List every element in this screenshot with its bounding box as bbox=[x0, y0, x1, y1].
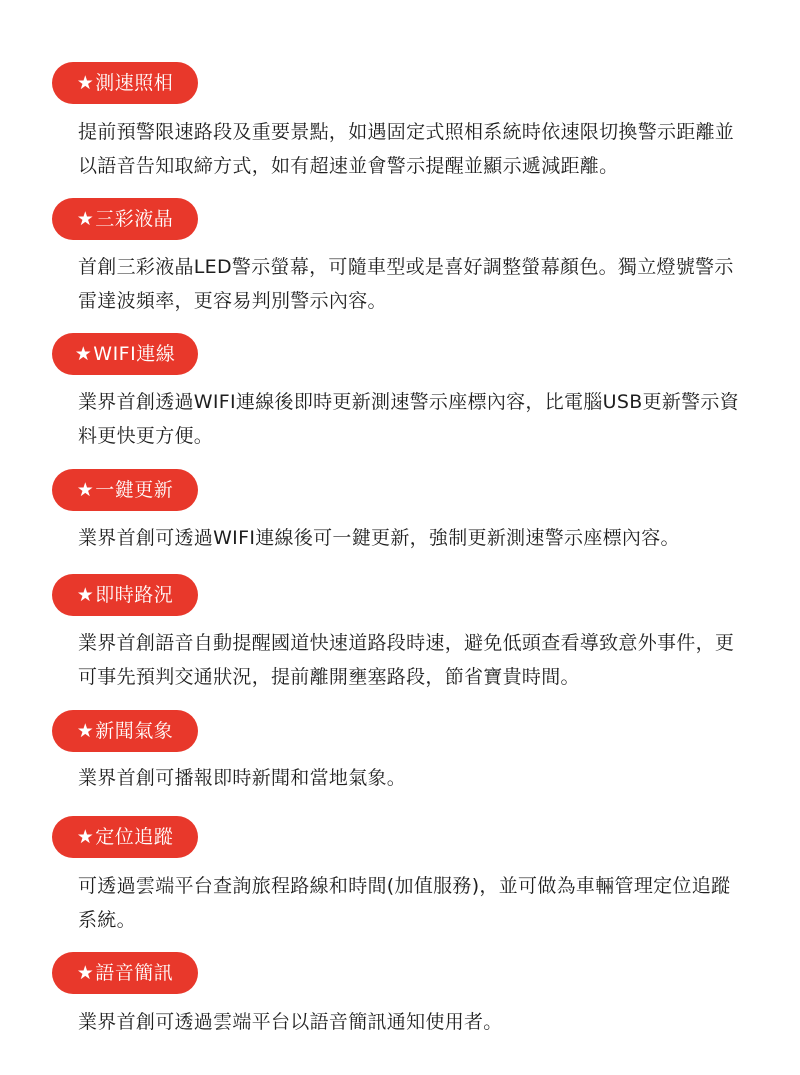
feature-badge bbox=[52, 710, 198, 752]
feature-title: 定位追蹤 bbox=[95, 826, 174, 848]
feature-title: 三彩液晶 bbox=[95, 208, 174, 230]
feature-title: 新聞氣象 bbox=[95, 720, 174, 742]
feature-title: 一鍵更新 bbox=[95, 479, 174, 501]
star-icon: ★ bbox=[76, 479, 95, 501]
feature-badge bbox=[52, 198, 198, 240]
feature-badge bbox=[52, 574, 198, 616]
feature-title: 即時路況 bbox=[95, 584, 174, 606]
feature-description: 可透過雲端平台查詢旅程路線和時間(加值服務)，並可做為車輛管理定位追蹤系統。 bbox=[78, 875, 731, 931]
star-icon: ★ bbox=[76, 72, 95, 94]
feature-badge bbox=[52, 952, 198, 994]
feature-title: 語音簡訊 bbox=[95, 962, 174, 984]
star-icon: ★ bbox=[76, 826, 95, 848]
feature-title: 測速照相 bbox=[95, 72, 174, 94]
star-icon: ★ bbox=[76, 720, 95, 742]
star-icon: ★ bbox=[76, 584, 95, 606]
star-icon: ★ bbox=[76, 208, 95, 230]
star-icon: ★ bbox=[76, 962, 95, 984]
feature-badge bbox=[52, 62, 198, 104]
feature-badge bbox=[52, 469, 198, 511]
feature-title: WIFI連線 bbox=[93, 343, 176, 365]
star-icon: ★ bbox=[74, 343, 93, 365]
feature-description: 業界首創可透過WIFI連線後可一鍵更新，強制更新測速警示座標內容。 bbox=[78, 527, 680, 549]
feature-description: 業界首創可播報即時新聞和當地氣象。 bbox=[78, 767, 407, 789]
feature-badge bbox=[52, 333, 198, 375]
feature-description: 提前預警限速路段及重要景點，如遇固定式照相系統時依速限切換警示距離並以語音告知取締方式，如有超速並會警示提醒並顯示遞減距離。 bbox=[78, 121, 735, 177]
feature-description: 首創三彩液晶LED警示螢幕，可隨車型或是喜好調整螢幕顏色。獨立燈號警示雷達波頻率，更容易判別警示內容。 bbox=[78, 256, 734, 312]
feature-description: 業界首創語音自動提醒國道快速道路段時速，避免低頭查看導致意外事件，更可事先預判交通狀況，提前離開壅塞路段，節省寶貴時間。 bbox=[78, 632, 735, 688]
feature-description: 業界首創透過WIFI連線後即時更新測速警示座標內容，比電腦USB更新警示資料更快更方便。 bbox=[78, 391, 740, 447]
feature-description: 業界首創可透過雲端平台以語音簡訊通知使用者。 bbox=[78, 1011, 503, 1033]
feature-badge bbox=[52, 816, 198, 858]
